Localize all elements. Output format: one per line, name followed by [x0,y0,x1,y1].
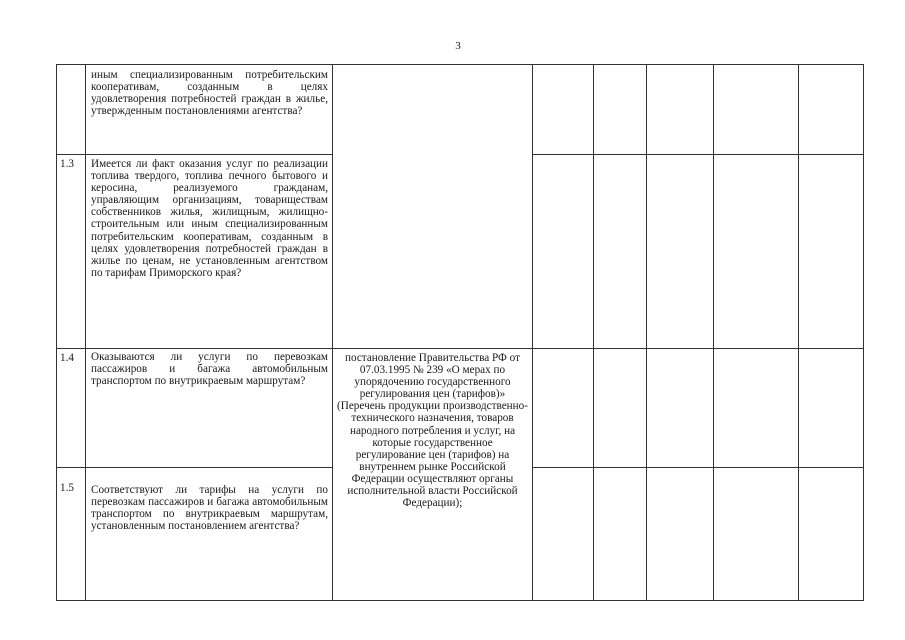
page-number: 3 [455,40,461,52]
comment-cell [714,349,799,468]
answer-yes-cell [533,65,594,155]
checklist-table [56,64,864,601]
question-text: иным специализированным потребительским кооперативам, созданным в целях удовлетворения потребностей граждан в жилье, утвержденным постановлениями агентства? [86,65,333,155]
comment-cell [714,468,799,601]
question-text: Оказываются ли услуги по перевозкам пассажиров и багажа автомобильным транспортом по внутрикраевым маршрутам? [86,349,333,468]
answer-na-cell [647,349,714,468]
row-number [57,65,86,155]
answer-yes-cell [533,349,594,468]
answer-yes-cell [533,155,594,349]
answer-na-cell [647,468,714,601]
comment-cell [714,65,799,155]
legal-basis-text: постановление Правительства РФ от 07.03.1995 № 239 «О мерах по упорядочению государственного регулирования цен (тарифов)» (Перечень продукции производственно-технического назначения, товаров народного потребления и услуг, на которые государственное регулирование цен (тарифов) на внутреннем рынке Российской Федерации осуществляют органы исполнительной власти Российской Федерации); [333,349,533,601]
question-text: Имеется ли факт оказания услуг по реализации топлива твердого, топлива печного бытового и керосина, реализуемого гражданам, управляющим организациям, товариществам собственников жилья, жилищным, жилищно-строительным или иным специализированным потребительским кооперативам, созданным в целях удовлетворения потребностей граждан в жилье по ценам, не установленным агентством по тарифам Приморского края? [86,155,333,349]
question-text: Соответствуют ли тарифы на услуги по перевозкам пассажиров и багажа автомобильным транспортом по внутрикраевым маршрутам, установленным постановлением агентства? [86,468,333,601]
comment-cell [714,155,799,349]
answer-na-cell [647,65,714,155]
row-number: 1.3 [57,155,86,349]
answer-yes-cell [533,468,594,601]
answer-no-cell [594,155,647,349]
answer-no-cell [594,468,647,601]
note-cell [799,65,864,155]
note-cell [799,468,864,601]
table-row [57,349,864,468]
legal-basis-cell-empty [333,65,533,349]
answer-na-cell [647,155,714,349]
table-row [57,65,864,155]
note-cell [799,155,864,349]
answer-no-cell [594,65,647,155]
row-number: 1.5 [57,468,86,601]
answer-no-cell [594,349,647,468]
note-cell [799,349,864,468]
row-number: 1.4 [57,349,86,468]
